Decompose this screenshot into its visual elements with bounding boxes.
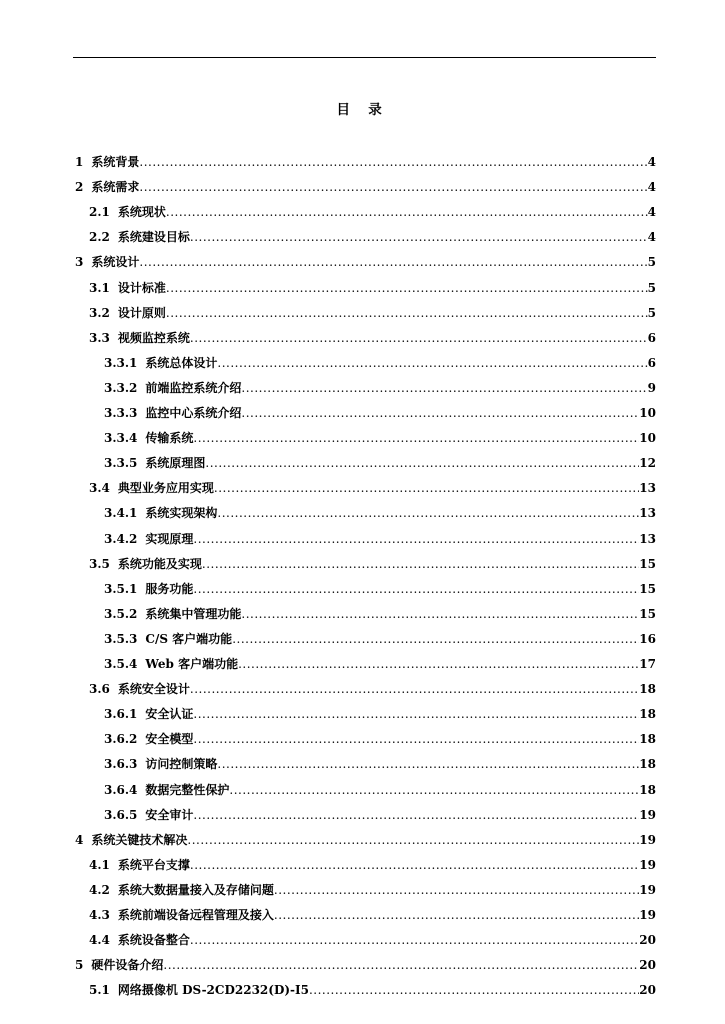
toc-entry[interactable] — [75, 956, 656, 976]
toc-entry-page: 18 — [639, 757, 656, 772]
toc-entry-page: 4 — [647, 205, 656, 220]
toc-dot-leader — [217, 757, 639, 771]
toc-entry[interactable] — [104, 504, 656, 524]
toc-entry[interactable] — [75, 153, 656, 173]
toc-entry-page: 10 — [639, 406, 656, 420]
toc-dot-leader — [309, 983, 639, 997]
toc-dot-leader — [241, 381, 647, 395]
toc-entry-title: 服务功能 — [145, 581, 194, 596]
toc-dot-leader — [139, 155, 647, 169]
toc-entry-title: 访问控制策略 — [145, 757, 218, 772]
toc-dot-leader — [274, 908, 639, 922]
toc-entry-title: 系统总体设计 — [145, 355, 218, 370]
toc-entry-number: 3.3.3 — [104, 406, 138, 420]
toc-dot-leader — [166, 281, 648, 295]
toc-entry-page: 20 — [639, 983, 656, 998]
toc-entry-title: 视频监控系统 — [117, 330, 190, 345]
toc-entry-number: 3.2 — [89, 305, 110, 320]
toc-entry-page: 5 — [647, 305, 656, 320]
toc-entry-page: 10 — [639, 431, 656, 446]
toc-dot-leader — [193, 532, 639, 546]
toc-entry-number: 1 — [75, 155, 84, 169]
toc-entry-number: 4.4 — [89, 933, 110, 948]
toc-entry[interactable] — [104, 354, 656, 374]
toc-entry-number: 3.5.4 — [104, 657, 138, 671]
toc-entry[interactable] — [104, 806, 656, 826]
toc-entry-number: 3.6.2 — [104, 732, 138, 747]
toc-dot-leader — [163, 958, 639, 972]
toc-entry-number: 3.5.3 — [104, 631, 138, 646]
toc-title: 目 录 — [336, 102, 389, 118]
toc-entry-page: 6 — [647, 330, 656, 345]
toc-entry-page: 20 — [639, 958, 656, 973]
toc-entry-title: 系统现状 — [117, 205, 166, 220]
toc-entry-page: 18 — [639, 732, 656, 747]
toc-entry-page: 15 — [639, 606, 656, 621]
toc-dot-leader — [229, 783, 639, 797]
toc-entry-number: 4.3 — [89, 908, 110, 922]
toc-entry[interactable] — [89, 203, 656, 223]
toc-entry-number: 3.5 — [89, 556, 110, 571]
toc-entry[interactable] — [104, 630, 656, 650]
toc-entry-title: 系统功能及实现 — [117, 556, 202, 571]
toc-entry-number: 3.6.3 — [104, 757, 138, 772]
toc-entry-title: 监控中心系统介绍 — [145, 406, 242, 420]
toc-entry-number: 3.4.1 — [104, 506, 138, 521]
toc-entry-number: 5.1 — [89, 983, 110, 998]
toc-entry-page: 9 — [647, 380, 656, 395]
toc-entry-page: 13 — [639, 531, 656, 546]
toc-entry-page: 17 — [639, 657, 656, 671]
toc-entry[interactable] — [89, 329, 656, 349]
toc-entry[interactable] — [89, 906, 656, 926]
toc-entry-page: 4 — [647, 230, 656, 245]
toc-entry-title: 硬件设备介绍 — [91, 958, 164, 973]
toc-entry-page: 19 — [639, 807, 656, 822]
toc-entry-title: 传输系统 — [145, 431, 194, 446]
toc-entry-number: 3.3 — [89, 330, 110, 345]
toc-entry-title: 系统建设目标 — [117, 230, 190, 245]
toc-dot-leader — [190, 858, 639, 872]
toc-entry-page: 15 — [639, 556, 656, 571]
toc-entry-title: 系统安全设计 — [117, 682, 190, 697]
toc-entry-page: 16 — [639, 631, 656, 646]
toc-entry-number: 3.5.1 — [104, 581, 138, 596]
toc-entry-title: 系统原理图 — [145, 456, 206, 471]
toc-dot-leader — [193, 431, 639, 445]
toc-entry-number: 3.4.2 — [104, 531, 138, 546]
toc-entry[interactable] — [89, 680, 656, 700]
toc-entry-title: 安全模型 — [145, 732, 194, 747]
toc-entry-number: 3.6.5 — [104, 807, 138, 822]
toc-dot-leader — [193, 582, 639, 596]
toc-entry[interactable] — [104, 755, 656, 775]
toc-entry[interactable] — [104, 580, 656, 600]
toc-entry-number: 5 — [75, 958, 84, 973]
toc-entry-title: 安全审计 — [145, 807, 194, 822]
toc-entry[interactable] — [89, 881, 656, 901]
header-rule — [73, 57, 656, 58]
toc-entry[interactable] — [89, 279, 656, 299]
toc-entry[interactable] — [104, 705, 656, 725]
toc-entry-title: 设计原则 — [117, 305, 166, 320]
toc-entry-page: 6 — [647, 355, 656, 370]
toc-entry-title: 系统集中管理功能 — [145, 606, 242, 621]
toc-entry-number: 3.1 — [89, 280, 110, 295]
toc-entry[interactable] — [75, 831, 656, 851]
toc-entry[interactable] — [89, 555, 656, 575]
toc-entry-title: 实现原理 — [145, 531, 194, 546]
toc-dot-leader — [232, 632, 639, 646]
toc-entry-number: 2.1 — [89, 205, 110, 220]
toc-entry-number: 3.3.1 — [104, 355, 138, 370]
toc-entry-title: 系统前端设备远程管理及接入 — [117, 908, 274, 922]
toc-entry-number: 3.3.5 — [104, 456, 138, 471]
toc-entry-number: 3.3.2 — [104, 380, 138, 395]
toc-dot-leader — [193, 808, 639, 822]
toc-dot-leader — [205, 456, 639, 470]
toc-dot-leader — [241, 607, 639, 621]
toc-entry[interactable] — [104, 454, 656, 474]
toc-entry[interactable] — [104, 655, 656, 675]
toc-entry-title: 系统实现架构 — [145, 506, 218, 521]
toc-entry-title: 网络摄像机 DS-2CD2232(D)-I5 — [117, 983, 309, 998]
toc-entry-page: 19 — [639, 832, 656, 847]
toc-entry-page: 18 — [639, 682, 656, 697]
toc-entry[interactable] — [104, 781, 656, 801]
toc-entry-title: 系统背景 — [91, 155, 140, 169]
toc-entry-title: 安全认证 — [145, 707, 194, 722]
toc-entry[interactable] — [104, 404, 656, 424]
toc-entry-page: 18 — [639, 707, 656, 722]
toc-entry-page: 12 — [639, 456, 656, 471]
toc-entry[interactable] — [104, 530, 656, 550]
toc-entry-title: 前端监控系统介绍 — [145, 380, 242, 395]
toc-entry-title: 设计标准 — [117, 280, 166, 295]
toc-entry-number: 3.3.4 — [104, 431, 138, 446]
toc-entry[interactable] — [89, 304, 656, 324]
toc-entry-number: 4.1 — [89, 857, 110, 872]
toc-entry-page: 19 — [639, 857, 656, 872]
toc-entry-title: Web 客户端功能 — [145, 657, 239, 671]
toc-dot-leader — [193, 707, 639, 721]
toc-entry-number: 4 — [75, 832, 84, 847]
toc-entry-title: C/S 客户端功能 — [145, 631, 233, 646]
toc-dot-leader — [238, 657, 639, 671]
toc-entry[interactable] — [104, 429, 656, 449]
toc-dot-leader — [241, 406, 639, 420]
toc-dot-leader — [193, 732, 639, 746]
toc-entry-page: 20 — [639, 933, 656, 948]
toc-entry-number: 2.2 — [89, 230, 110, 245]
toc-entry[interactable] — [89, 931, 656, 951]
toc-entry-page: 4 — [647, 155, 656, 169]
toc-entry-page: 18 — [639, 782, 656, 797]
toc-entry-number: 3.6.4 — [104, 782, 138, 797]
toc-dot-leader — [190, 682, 639, 696]
toc-entry-page: 5 — [647, 255, 656, 270]
toc-dot-leader — [190, 331, 648, 345]
toc-entry-number: 3.4 — [89, 481, 110, 496]
toc-entry-title: 系统设备整合 — [117, 933, 190, 948]
toc-entry[interactable] — [89, 228, 656, 248]
toc-entry[interactable] — [89, 856, 656, 876]
toc-entry-title: 典型业务应用实现 — [117, 481, 214, 496]
toc-dot-leader — [187, 833, 639, 847]
toc-entry[interactable] — [104, 730, 656, 750]
toc-entry-title: 系统需求 — [91, 180, 140, 195]
toc-entry-title: 系统平台支撑 — [117, 857, 190, 872]
toc-entry[interactable] — [89, 479, 656, 499]
toc-entry-page: 5 — [647, 280, 656, 295]
toc-entry-number: 3.6.1 — [104, 707, 138, 722]
toc-entry[interactable] — [75, 253, 656, 273]
toc-dot-leader — [190, 933, 639, 947]
toc-dot-leader — [274, 883, 639, 897]
toc-entry-page: 15 — [639, 581, 656, 596]
toc-dot-leader — [190, 230, 648, 244]
toc-entry-page: 19 — [639, 882, 656, 897]
toc-entry-title: 系统大数据量接入及存储问题 — [117, 882, 274, 897]
toc-entry-title: 数据完整性保护 — [145, 782, 230, 797]
toc-entry-title: 系统设计 — [91, 255, 140, 270]
toc-dot-leader — [217, 506, 639, 520]
toc-dot-leader — [139, 255, 647, 269]
toc-entry-page: 13 — [639, 506, 656, 521]
toc-entry-page: 19 — [639, 908, 656, 922]
toc-dot-leader — [217, 356, 647, 370]
toc-entry-number: 3 — [75, 255, 84, 270]
toc-entry-title: 系统关键技术解决 — [91, 832, 188, 847]
toc-entry[interactable] — [104, 379, 656, 399]
toc-entry-page: 13 — [639, 481, 656, 496]
toc-entry[interactable] — [89, 981, 656, 1001]
toc-dot-leader — [166, 306, 648, 320]
toc-entry[interactable] — [104, 605, 656, 625]
toc-entry-number: 4.2 — [89, 882, 110, 897]
toc-dot-leader — [139, 180, 647, 194]
toc-dot-leader — [202, 557, 639, 571]
toc-entry-number: 3.6 — [89, 682, 110, 697]
toc-entry-number: 3.5.2 — [104, 606, 138, 621]
toc-dot-leader — [166, 205, 648, 219]
toc-dot-leader — [214, 481, 639, 495]
toc-entry-number: 2 — [75, 180, 84, 195]
toc-entry[interactable] — [75, 178, 656, 198]
toc-entry-page: 4 — [647, 180, 656, 195]
